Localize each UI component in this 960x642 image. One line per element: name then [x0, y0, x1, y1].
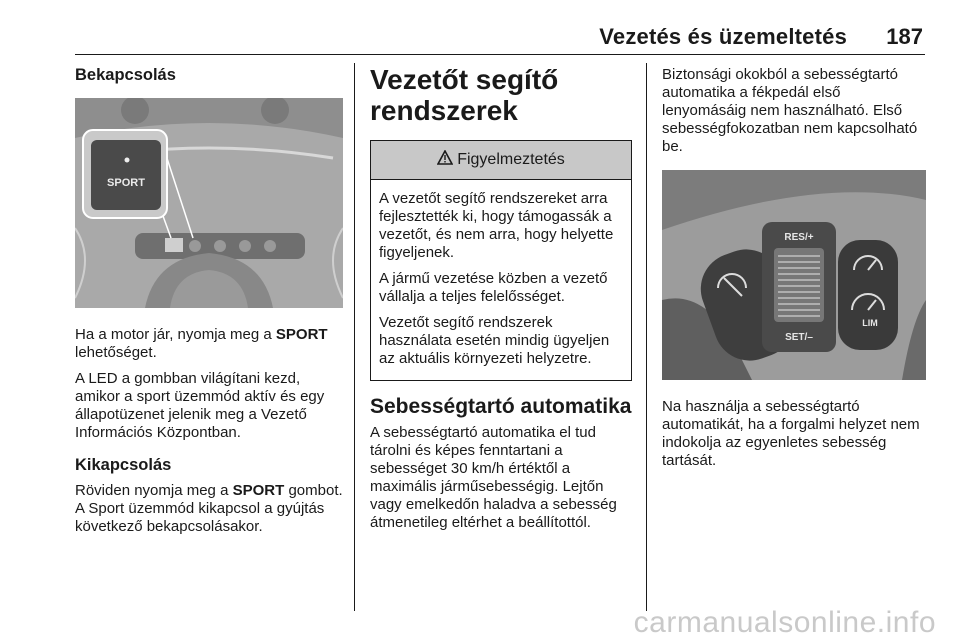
- header-rule: [75, 54, 925, 55]
- warning-paragraph-2: A jármű vezetése közben a vezető vállalja a teljes felelősséget.: [379, 270, 608, 305]
- warning-paragraph-1: A vezetőt segítő rendszereket arra fejlesztették ki, hogy támogassák a vezetőt, és nem arra, hogy helyette figyeljenek.: [379, 190, 614, 261]
- page-header: [75, 24, 925, 52]
- column-divider-left: [354, 63, 355, 611]
- column-1: [75, 60, 343, 544]
- cruise-paragraph: A sebességtartó automatika el tud tárolni és képes fenntartani a sebességet 30 km/h értéktől a maximális járműsebességig. Lejtőn vagy emelkedőn haladva a sebesség átmenetileg eltérhet a beállítottól.: [370, 424, 617, 531]
- warning-header: [371, 141, 631, 180]
- heading-off: Kikapcsolás: [75, 456, 172, 474]
- paragraph-safety: Biztonsági okokból a sebességtartó automatika a fékpedál első lenyomásáig nem használható. Első sebességfokozatban nem kapcsolható be.: [662, 66, 918, 155]
- steering-wheel-controls-illustration: [662, 170, 926, 380]
- page-title: Vezetés és üzemeltetés: [599, 24, 847, 49]
- column-3: [662, 60, 926, 478]
- set-minus-label: SET/–: [785, 332, 813, 343]
- paragraph-3: Röviden nyomja meg a SPORT gombot. A Sport üzemmód kikapcsol a gyújtás következő bekapcsolásakor.: [75, 482, 343, 535]
- sport-console-illustration: [75, 98, 343, 308]
- column-divider-right: [646, 63, 647, 611]
- sport-button-photo: [75, 98, 343, 308]
- sport-button-label: SPORT: [107, 177, 145, 189]
- heading-on: Bekapcsolás: [75, 66, 176, 84]
- lim-label: LIM: [862, 318, 878, 328]
- paragraph-2: A LED a gombban világítani kezd, amikor a sport üzemmód aktív és egy állapotüzenet jelenik meg a Vezető Információs Központban.: [75, 370, 325, 441]
- page-number: 187: [886, 24, 923, 49]
- section-title-cruise-control: Sebességtartó automatika: [370, 395, 632, 418]
- warning-body: [371, 180, 631, 380]
- paragraph-usage: Na használja a sebességtartó automatikát, ha a forgalmi helyzet nem indokolja az egyenletes sebesség tartását.: [662, 398, 920, 469]
- cruise-control-photo: [662, 170, 926, 380]
- watermark: carmanualsonline.info: [633, 606, 936, 639]
- warning-box: [370, 140, 632, 381]
- warning-triangle-icon: [437, 150, 453, 170]
- warning-title: Figyelmeztetés: [457, 151, 565, 168]
- column-2: [370, 60, 632, 540]
- res-plus-label: RES/+: [784, 232, 814, 243]
- section-title-driver-assist: Vezetőt segítő rendszerek: [370, 64, 559, 126]
- warning-paragraph-3: Vezetőt segítő rendszerek használata esetén mindig ügyeljen az aktuális környezeti helyzetre.: [379, 314, 610, 367]
- paragraph-1: Ha a motor jár, nyomja meg a SPORT lehetőséget.: [75, 326, 328, 361]
